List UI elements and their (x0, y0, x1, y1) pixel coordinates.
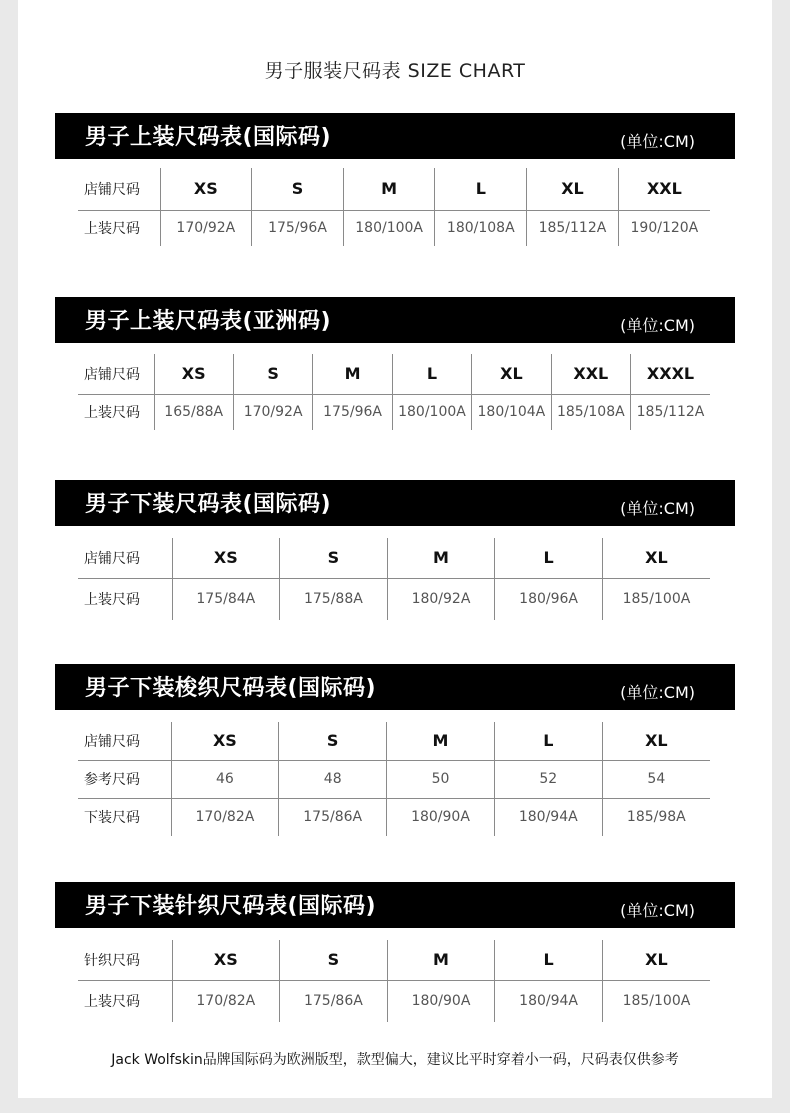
size-table (78, 722, 710, 836)
size-header-cell: S (279, 722, 387, 760)
page-title: 男子服装尺码表 SIZE CHART (264, 60, 526, 82)
row-label: 上装尺码 (78, 210, 160, 246)
table-cell: 46 (171, 760, 279, 798)
table-cell: 185/100A (602, 980, 710, 1022)
table-cell: 190/120A (618, 210, 710, 246)
size-header-cell: M (387, 538, 495, 578)
row-label: 店铺尺码 (84, 550, 140, 567)
row-label: 店铺尺码 (84, 366, 140, 383)
table-row (78, 578, 710, 620)
table-cell: 180/92A (387, 578, 495, 620)
table-row (78, 798, 710, 836)
table-cell: 175/88A (280, 578, 388, 620)
size-header-cell: S (280, 940, 388, 980)
row-label: 店铺尺码 (84, 181, 140, 198)
size-table (78, 538, 710, 620)
size-header-cell: XL (602, 940, 710, 980)
size-header-cell: XXL (618, 168, 710, 210)
table-cell: 180/96A (495, 578, 603, 620)
table-cell: 50 (387, 760, 495, 798)
section-title: 男子上装尺码表(亚洲码) (85, 309, 332, 334)
size-header-cell: XXL (551, 354, 630, 394)
table-cell: 54 (602, 760, 710, 798)
table-row (78, 210, 710, 246)
size-header-cell: XL (602, 538, 710, 578)
table-header-row (78, 722, 710, 760)
size-table (78, 168, 710, 246)
table-cell: 175/86A (279, 798, 387, 836)
table-cell: 180/104A (472, 394, 551, 430)
row-label: 上装尺码 (78, 980, 172, 1022)
table-cell: 180/90A (387, 980, 495, 1022)
table-cell: 185/108A (551, 394, 630, 430)
section-title-bar (55, 480, 735, 526)
unit-label: (单位:CM) (620, 316, 695, 335)
unit-label: (单位:CM) (620, 901, 695, 920)
table-cell: 180/94A (495, 980, 603, 1022)
row-label: 上装尺码 (78, 394, 154, 430)
row-label: 参考尺码 (78, 760, 171, 798)
section-title: 男子下装尺码表(国际码) (85, 492, 332, 517)
table-cell: 175/96A (313, 394, 392, 430)
unit-label: (单位:CM) (620, 499, 695, 518)
table-cell: 185/112A (631, 394, 710, 430)
size-header-cell: L (494, 722, 602, 760)
row-label: 针织尺码 (84, 952, 140, 969)
size-header-cell: S (252, 168, 344, 210)
unit-label: (单位:CM) (620, 683, 695, 702)
row-label: 上装尺码 (78, 578, 172, 620)
size-header-cell: L (495, 538, 603, 578)
table-cell: 180/100A (343, 210, 435, 246)
section-title: 男子下装梭织尺码表(国际码) (85, 676, 377, 701)
table-cell: 185/98A (602, 798, 710, 836)
row-label: 店铺尺码 (84, 733, 140, 750)
size-header-cell: XS (160, 168, 252, 210)
size-header-cell: L (435, 168, 527, 210)
table-row (78, 760, 710, 798)
table-cell: 180/90A (387, 798, 495, 836)
size-header-cell: XL (527, 168, 619, 210)
table-cell: 52 (494, 760, 602, 798)
table-cell: 180/100A (392, 394, 471, 430)
section-title-bar (55, 664, 735, 710)
size-header-cell: S (233, 354, 312, 394)
table-cell: 165/88A (154, 394, 233, 430)
size-header-cell: XS (172, 940, 280, 980)
table-cell: 170/92A (233, 394, 312, 430)
size-header-cell: XS (154, 354, 233, 394)
size-header-cell: XS (172, 538, 280, 578)
footnote: Jack Wolfskin品牌国际码为欧洲版型，款型偏大，建议比平时穿着小一码，尺码表仅供参考 (111, 1052, 679, 1068)
section-title-bar (55, 113, 735, 159)
table-cell: 185/112A (527, 210, 619, 246)
unit-label: (单位:CM) (620, 132, 695, 151)
size-table (78, 940, 710, 1022)
table-cell: 170/92A (160, 210, 252, 246)
table-row (78, 980, 710, 1022)
size-header-cell: L (392, 354, 471, 394)
size-header-cell: M (313, 354, 392, 394)
section-title-bar (55, 882, 735, 928)
table-cell: 170/82A (172, 980, 280, 1022)
size-header-cell: M (387, 722, 495, 760)
size-table (78, 354, 710, 430)
size-header-cell: XL (602, 722, 710, 760)
section-title: 男子上装尺码表(国际码) (85, 125, 332, 150)
table-header-row (78, 538, 710, 578)
table-cell: 185/100A (602, 578, 710, 620)
size-header-cell: M (387, 940, 495, 980)
row-label: 下装尺码 (78, 798, 171, 836)
table-header-row (78, 354, 710, 394)
table-header-row (78, 168, 710, 210)
table-cell: 180/94A (494, 798, 602, 836)
table-cell: 175/96A (252, 210, 344, 246)
table-cell: 175/84A (172, 578, 280, 620)
table-header-row (78, 940, 710, 980)
section-title: 男子下装针织尺码表(国际码) (85, 894, 377, 919)
size-header-cell: M (343, 168, 435, 210)
table-cell: 175/86A (280, 980, 388, 1022)
table-cell: 180/108A (435, 210, 527, 246)
section-title-bar (55, 297, 735, 343)
table-cell: 170/82A (171, 798, 279, 836)
size-header-cell: L (495, 940, 603, 980)
size-header-cell: S (280, 538, 388, 578)
table-cell: 48 (279, 760, 387, 798)
size-header-cell: XS (171, 722, 279, 760)
table-row (78, 394, 710, 430)
size-header-cell: XL (472, 354, 551, 394)
size-header-cell: XXXL (631, 354, 710, 394)
